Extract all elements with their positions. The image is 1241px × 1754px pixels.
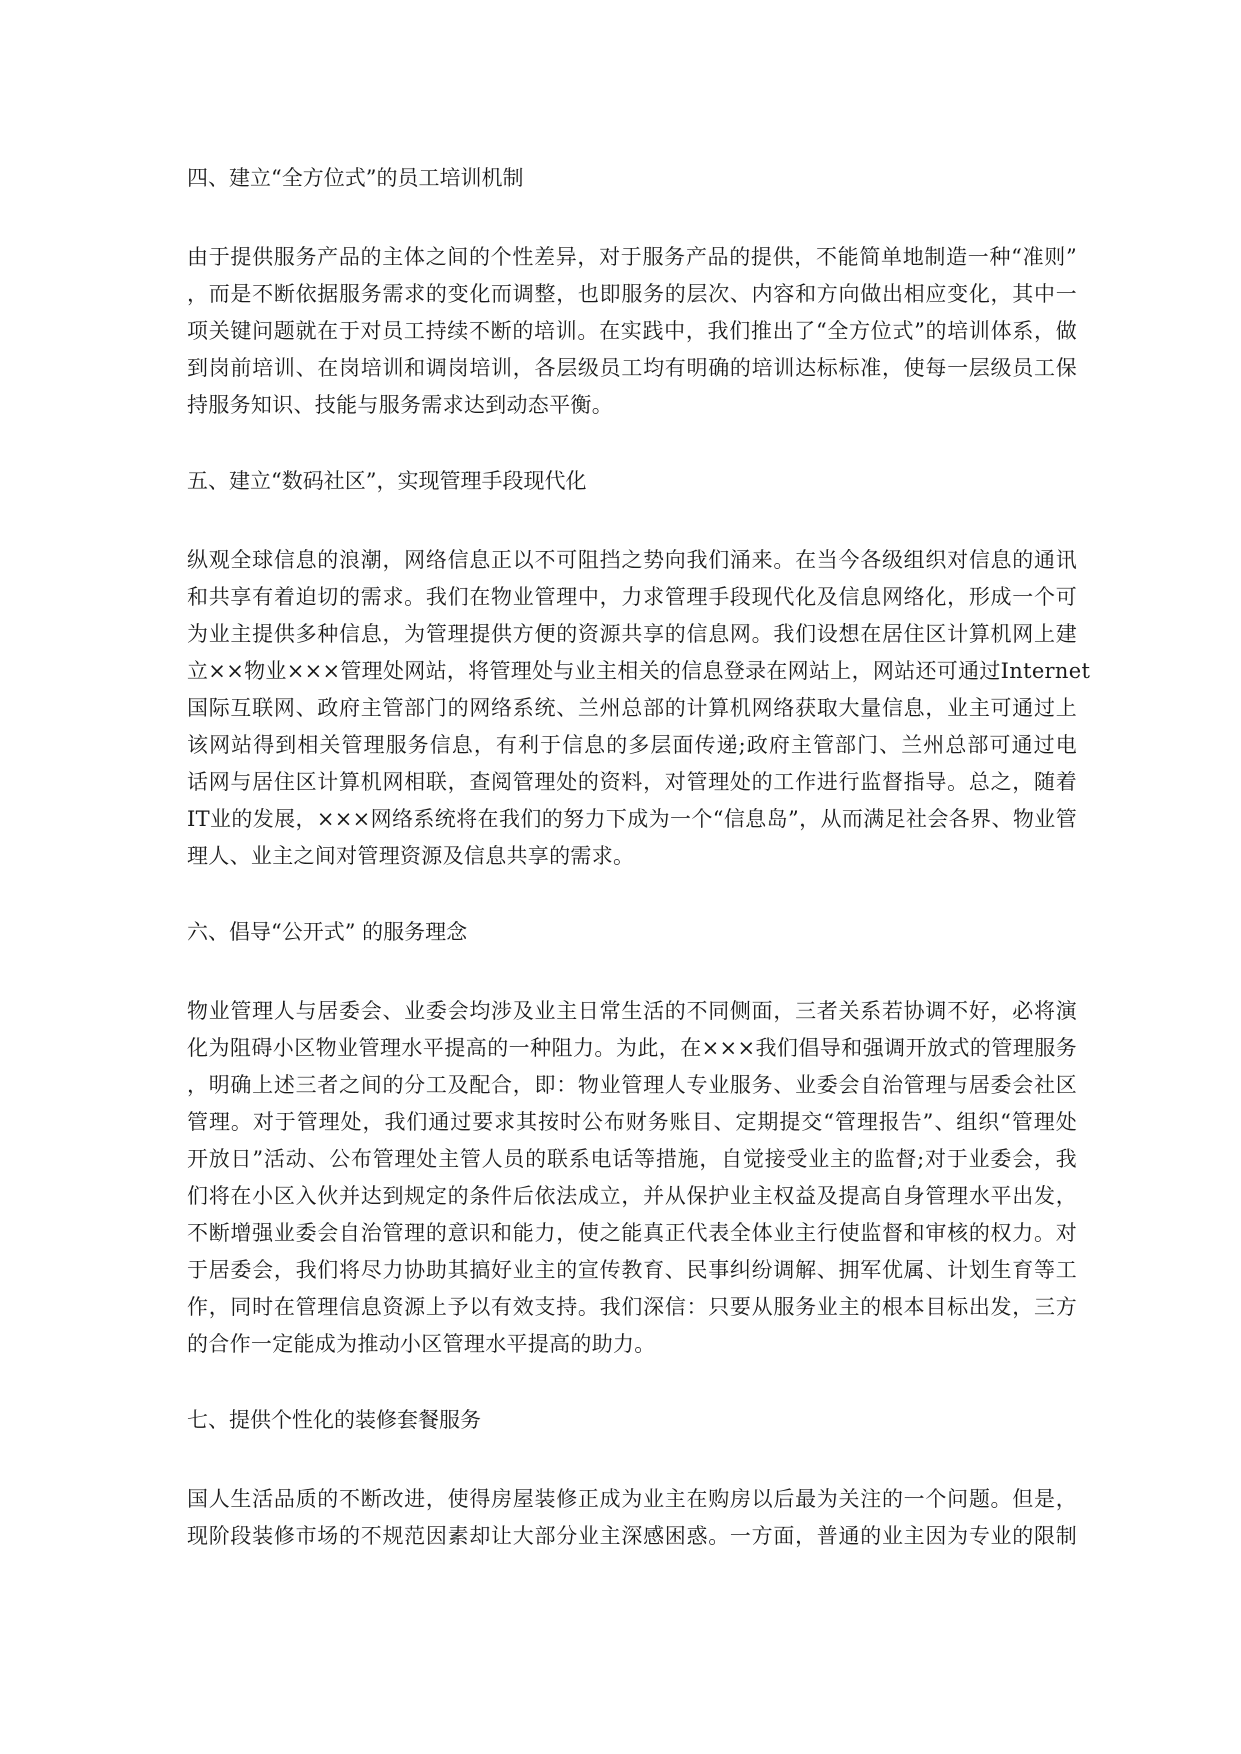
paragraph-line: 立××物业×××管理处网站，将管理处与业主相关的信息登录在网站上，网站还可通过Internet [187, 659, 1091, 683]
paragraph-line: 理人、业主之间对管理资源及信息共享的需求。 [187, 844, 635, 868]
paragraph-line: IT业的发展，×××网络系统将在我们的努力下成为一个“信息岛”，从而满足社会各界、物业管 [187, 807, 1077, 831]
paragraph-line: 到岗前培训、在岗培训和调岗培训，各层级员工均有明确的培训达标标准，使每一层级员工保 [187, 356, 1077, 380]
section-heading-7: 七、提供个性化的装修套餐服务 [187, 1408, 481, 1432]
paragraph-line: 物业管理人与居委会、业委会均涉及业主日常生活的不同侧面，三者关系若协调不好，必将演 [187, 999, 1077, 1023]
paragraph-line: 话网与居住区计算机网相联，查阅管理处的资料，对管理处的工作进行监督指导。总之，随着 [187, 770, 1077, 794]
section-paragraph-7 [187, 1481, 1077, 1555]
section-paragraph-4 [187, 239, 1077, 424]
paragraph-line: 于居委会，我们将尽力协助其搞好业主的宣传教育、民事纠纷调解、拥军优属、计划生育等工 [187, 1258, 1077, 1282]
paragraph-line: 持服务知识、技能与服务需求达到动态平衡。 [187, 393, 613, 417]
paragraph-line: 的合作一定能成为推动小区管理水平提高的助力。 [187, 1332, 656, 1356]
paragraph-line: 国人生活品质的不断改进，使得房屋装修正成为业主在购房以后最为关注的一个问题。但是， [187, 1487, 1077, 1511]
paragraph-line: 管理。对于管理处，我们通过要求其按时公布财务账目、定期提交“管理报告”、组织“管理处 [187, 1110, 1077, 1134]
paragraph-line: 作，同时在管理信息资源上予以有效支持。我们深信：只要从服务业主的根本目标出发，三方 [187, 1295, 1077, 1319]
paragraph-line: 化为阻碍小区物业管理水平提高的一种阻力。为此，在×××我们倡导和强调开放式的管理服务 [187, 1036, 1077, 1060]
paragraph-line: 现阶段装修市场的不规范因素却让大部分业主深感困惑。一方面，普通的业主因为专业的限制 [187, 1524, 1077, 1548]
section-heading-4: 四、建立“全方位式”的员工培训机制 [187, 166, 524, 190]
paragraph-line: 开放日”活动、公布管理处主管人员的联系电话等措施，自觉接受业主的监督;对于业委会，我 [187, 1147, 1077, 1171]
paragraph-line: 们将在小区入伙并达到规定的条件后依法成立，并从保护业主权益及提高自身管理水平出发， [187, 1184, 1077, 1208]
paragraph-line: 为业主提供多种信息，为管理提供方便的资源共享的信息网。我们设想在居住区计算机网上建 [187, 622, 1077, 646]
section-paragraph-5 [187, 542, 1091, 875]
paragraph-line: ，明确上述三者之间的分工及配合，即：物业管理人专业服务、业委会自治管理与居委会社区 [187, 1073, 1077, 1097]
paragraph-line: ，而是不断依据服务需求的变化而调整，也即服务的层次、内容和方向做出相应变化，其中一 [187, 282, 1077, 306]
paragraph-line: 项关键问题就在于对员工持续不断的培训。在实践中，我们推出了“全方位式”的培训体系，做 [187, 319, 1077, 343]
section-heading-5: 五、建立“数码社区”，实现管理手段现代化 [187, 469, 587, 493]
paragraph-line: 不断增强业委会自治管理的意识和能力，使之能真正代表全体业主行使监督和审核的权力。对 [187, 1221, 1077, 1245]
document-page [187, 160, 1091, 1555]
paragraph-line: 国际互联网、政府主管部门的网络系统、兰州总部的计算机网络获取大量信息，业主可通过上 [187, 696, 1077, 720]
paragraph-line: 该网站得到相关管理服务信息，有利于信息的多层面传递;政府主管部门、兰州总部可通过电 [187, 733, 1077, 757]
section-heading-6: 六、倡导“公开式” 的服务理念 [187, 920, 468, 944]
paragraph-line: 和共享有着迫切的需求。我们在物业管理中，力求管理手段现代化及信息网络化，形成一个可 [187, 585, 1077, 609]
section-paragraph-6 [187, 993, 1077, 1363]
paragraph-line: 由于提供服务产品的主体之间的个性差异，对于服务产品的提供，不能简单地制造一种“准则” [187, 245, 1077, 269]
paragraph-line: 纵观全球信息的浪潮，网络信息正以不可阻挡之势向我们涌来。在当今各级组织对信息的通讯 [187, 548, 1077, 572]
